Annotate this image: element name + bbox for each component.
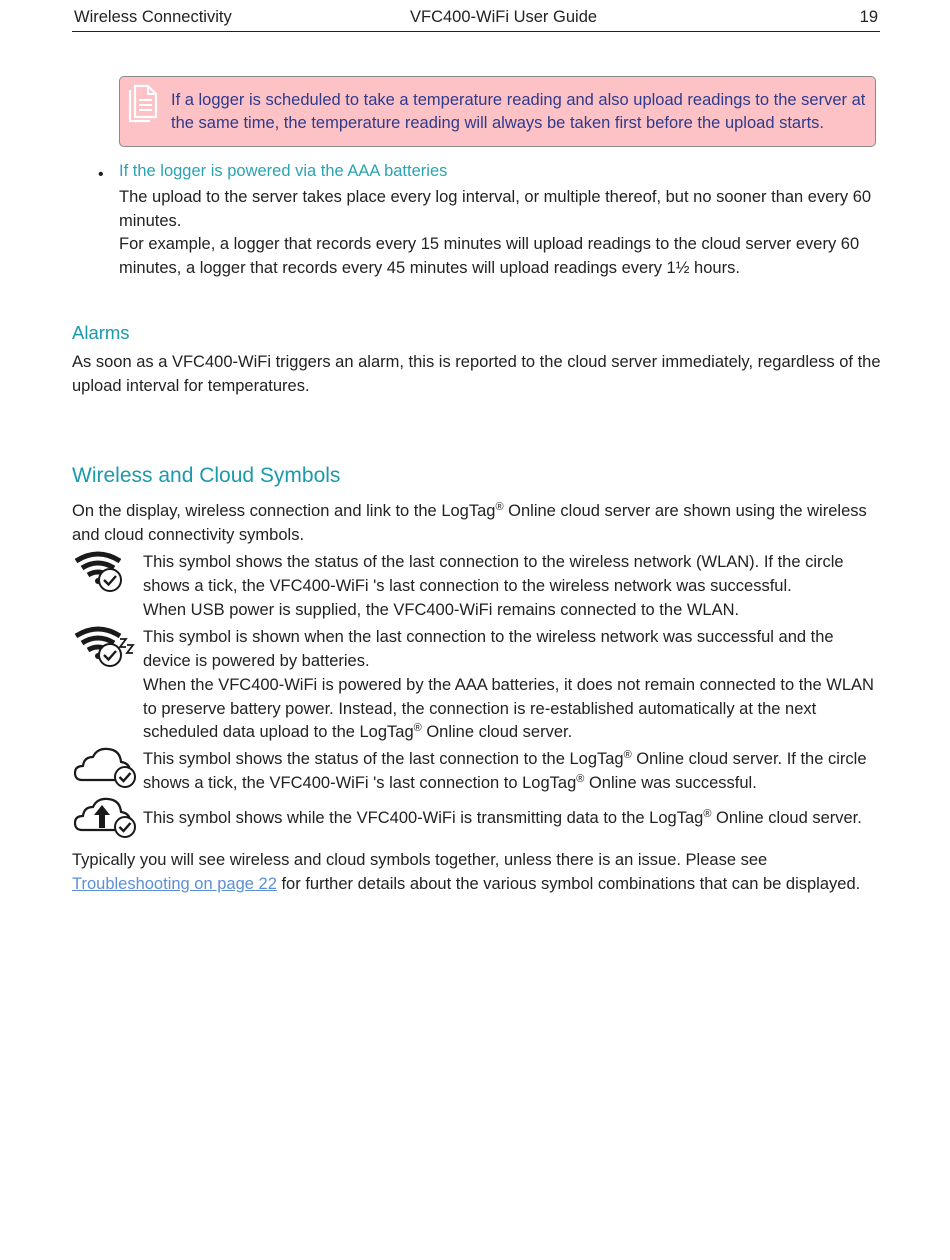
intro-paragraph: [72, 500, 882, 547]
text-line: device is powered by batteries.: [143, 651, 370, 670]
text-line: [72, 500, 882, 524]
page-header: [72, 6, 880, 32]
text-fragment: shows a tick, the VFC400-WiFi 's last connection to LogTag: [143, 773, 577, 792]
text-fragment: Online cloud server. If the circle: [631, 750, 867, 768]
registered-mark: ®: [413, 722, 422, 734]
text-line: to preserve battery power. Instead, the connection is re-established automatically at the next: [143, 699, 817, 718]
cloud-upload-tick-icon: [74, 796, 136, 840]
battery-paragraph: [119, 186, 879, 280]
text-line: When USB power is supplied, the VFC400-WiFi remains connected to the WLAN.: [143, 601, 740, 619]
text-line: This symbol shows the status of the last connection to the wireless network (WLAN). If the circle: [143, 553, 844, 571]
text-line: This symbol is shown when the last connection to the wireless network was successful and the: [143, 628, 834, 646]
text-line: As soon as a VFC400-WiFi triggers an alarm, this is reported to the cloud server immediately, regardless of the: [72, 353, 881, 371]
text-fragment: scheduled data upload to the LogTag: [143, 723, 414, 741]
section-heading: Wireless and Cloud Symbols: [72, 464, 341, 487]
text-fragment: for further details about the various symbol combinations that can be displayed.: [276, 874, 861, 893]
text-line: The upload to the server takes place every log interval, or multiple thereof, but no sooner than every 60: [119, 188, 872, 206]
text-line: [72, 873, 887, 897]
text-line: minutes.: [119, 211, 182, 230]
note-box: [119, 76, 876, 147]
bullet-title: If the logger is powered via the AAA batteries: [119, 162, 448, 180]
text-fragment: Online cloud server.: [711, 809, 862, 827]
text-line: minutes, a logger that records every 45 minutes will upload readings every 1½ hours.: [119, 258, 740, 277]
text-line: [143, 721, 883, 745]
cloud-tick-icon: [74, 746, 136, 790]
text-fragment: This symbol shows while the VFC400-WiFi is transmitting data to the LogTag: [143, 809, 704, 827]
page-number: 19: [859, 8, 878, 26]
alarms-paragraph: [72, 351, 882, 398]
troubleshooting-link[interactable]: Troubleshooting on page 22: [72, 874, 277, 893]
note-line: If a logger is scheduled to take a temperature reading and also upload readings to the server at: [171, 91, 866, 109]
registered-mark: ®: [576, 772, 585, 785]
text-fragment: On the display, wireless connection and link to the LogTag: [72, 502, 496, 520]
text-line: [143, 807, 883, 831]
note-line: the same time, the temperature reading will always be taken first before the upload starts.: [171, 114, 824, 132]
cloud-symbol-description: [143, 748, 883, 795]
text-line: For example, a logger that records every 15 minutes will upload readings to the cloud server every 60: [119, 235, 860, 253]
note-text: [171, 89, 871, 135]
registered-mark: ®: [495, 501, 504, 513]
text-line: and cloud connectivity symbols.: [72, 525, 305, 544]
wifi-symbol-description: [143, 551, 883, 623]
document-note-icon: [127, 84, 159, 124]
text-fragment: This symbol shows the status of the last connection to the LogTag: [143, 750, 624, 768]
text-line: upload interval for temperatures.: [72, 376, 310, 395]
closing-paragraph: [72, 849, 887, 896]
wifi-tick-icon: [74, 551, 136, 593]
header-title: VFC400-WiFi User Guide: [410, 8, 598, 26]
cloud-upload-symbol-description: [143, 807, 883, 831]
header-section: Wireless Connectivity: [74, 8, 232, 26]
bullet-dot: •: [98, 166, 104, 183]
text-line: Typically you will see wireless and cloud symbols together, unless there is an issue. Please see: [72, 851, 768, 869]
text-line: When the VFC400-WiFi is powered by the AAA batteries, it does not remain connected to the WLAN: [143, 676, 874, 694]
text-line: [143, 772, 883, 796]
wifi-sleep-symbol-description: [143, 626, 883, 745]
alarms-heading: Alarms: [72, 322, 130, 343]
registered-mark: ®: [703, 808, 712, 820]
text-fragment: Online cloud server.: [421, 723, 573, 741]
registered-mark: ®: [623, 749, 632, 761]
text-line: shows a tick, the VFC400-WiFi 's last connection to the wireless network was successful.: [143, 576, 792, 595]
wifi-tick-sleep-icon: [74, 626, 136, 668]
text-fragment: Online was successful.: [584, 773, 757, 792]
text-fragment: Online cloud server are shown using the wireless: [503, 502, 867, 520]
text-line: [143, 748, 883, 772]
